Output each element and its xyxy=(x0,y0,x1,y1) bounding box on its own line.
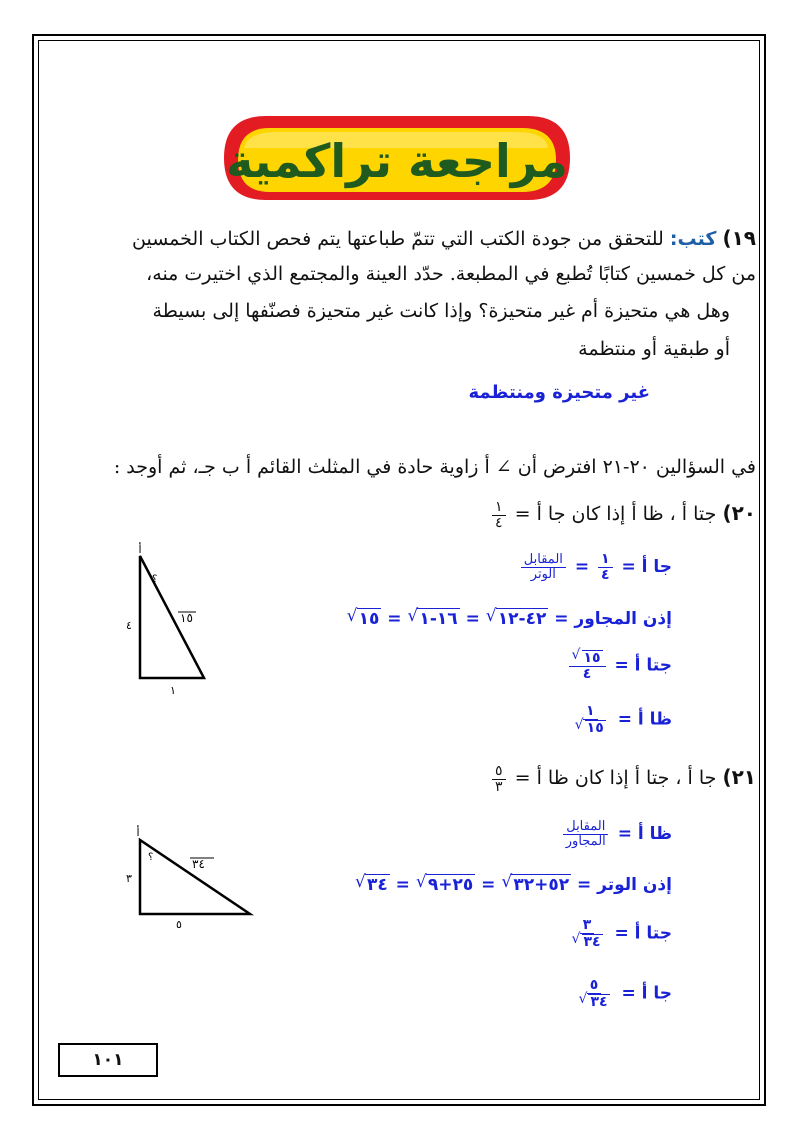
q20-tan-den: ١٥ √ xyxy=(585,720,606,736)
q20-cos-den: ٤ xyxy=(582,665,592,682)
q21-hyp-line xyxy=(355,874,672,895)
q21-sin-fraction xyxy=(575,978,612,1009)
q20-sin-eq: = xyxy=(574,557,590,578)
q20-triangle-vertex: أ xyxy=(138,543,142,556)
q21-triangle-base: ٥ xyxy=(176,918,182,931)
q20-line xyxy=(489,500,756,530)
q21-hyp-expr1: ٥٢+٣٢ √ xyxy=(511,874,571,895)
q20-ratio-den: الوتر xyxy=(530,566,556,582)
q21-cos-line xyxy=(566,918,673,949)
q21-sin-num: ٥ xyxy=(587,978,602,994)
q20-cos-line xyxy=(566,650,673,681)
q19-keyword: كتب: xyxy=(669,228,717,250)
q20-tan-label: ظا أ = xyxy=(617,709,672,730)
q20-triangle-vertical: ٤ xyxy=(126,619,132,632)
q20-adjacent-expr3: ١٥ √ xyxy=(357,608,382,629)
q21-triangle-diagram xyxy=(110,822,270,932)
q20-triangle-hyp: ١٥ xyxy=(180,611,193,625)
q21-cos-num: ٣ xyxy=(580,918,595,934)
q20-ratio-num: المقابل xyxy=(521,553,566,568)
q21-number: ٢١) xyxy=(722,765,756,790)
q20-triangle-diagram xyxy=(100,540,250,700)
q20-cos-num: ١٥ √ xyxy=(582,650,603,666)
q19-text-line4: أو طبقية أو منتظمة xyxy=(578,338,730,360)
q19-line1 xyxy=(132,226,756,250)
q21-sin-den: ٣٤ √ xyxy=(588,994,609,1010)
q21-tan-ratio xyxy=(563,820,609,848)
q21-eq-1: = xyxy=(481,875,496,895)
q20-prompt: جتا أ ، ظا أ إذا كان جا أ = xyxy=(514,503,717,526)
q21-cos-den: ٣٤ √ xyxy=(582,934,603,950)
banner-title: مراجعة تراكمية xyxy=(226,134,568,188)
q20-number: ٢٠) xyxy=(722,501,756,526)
q21-ratio-num: المقابل xyxy=(563,820,608,835)
q21-triangle-shape xyxy=(140,840,250,914)
q20-cos-fraction xyxy=(569,650,606,681)
q20-sin-label: جا أ = xyxy=(621,557,672,578)
intro-text: في السؤالين ٢٠-٢١ افترض أن ∠ أ زاوية حادة في المثلث القائم أ ب جـ، ثم أوجد : xyxy=(113,456,756,478)
q20-eq-1: = xyxy=(465,609,480,629)
q19-text-line2: من كل خمسين كتابًا تُطبع في المطبعة. حدّد العينة والمجتمع الذي اختيرت منه، xyxy=(146,263,756,285)
q20-tan-num: ١ xyxy=(583,704,598,720)
q21-hyp-label: إذن الوتر = xyxy=(577,875,672,895)
q21-triangle-hyp: ٣٤ xyxy=(192,857,205,871)
q21-line xyxy=(489,764,756,794)
q20-sin-num: ١ xyxy=(598,552,613,568)
q20-adjacent-expr2: ١٦-١ √ xyxy=(417,608,459,629)
q20-given-den: ٤ xyxy=(495,514,503,531)
q21-given-den: ٣ xyxy=(495,778,503,795)
q20-eq-2: = xyxy=(387,609,402,629)
q21-eq-2: = xyxy=(395,875,410,895)
q20-sin-den: ٤ xyxy=(600,566,610,583)
q19-text-line1: للتحقق من جودة الكتب التي تتمّ طباعتها يتم فحص الكتاب الخمسين xyxy=(132,228,664,250)
q21-triangle-angle: ؟ xyxy=(148,852,154,863)
q21-prompt: جا أ ، جتا أ إذا كان ظا أ = xyxy=(514,767,717,790)
q19-number: ١٩) xyxy=(722,226,756,250)
q20-triangle-base: ١ xyxy=(170,684,176,697)
q20-adjacent-expr1: ٤٢-١٢ √ xyxy=(496,608,549,629)
q21-hyp-expr3: ٣٤ √ xyxy=(365,874,390,895)
q20-cos-label: جتا أ = xyxy=(614,655,672,676)
q20-tan-fraction xyxy=(572,704,609,735)
q21-cos-fraction xyxy=(569,918,606,949)
q21-cos-label: جتا أ = xyxy=(614,923,672,944)
q20-adjacent-label: إذن المجاور = xyxy=(554,609,672,629)
q20-given-fraction xyxy=(492,500,506,530)
page-number-box xyxy=(58,1043,158,1077)
q21-tan-line xyxy=(560,820,672,848)
q21-hyp-expr2: ٢٥+٩ √ xyxy=(426,874,475,895)
q20-given-num: ١ xyxy=(492,500,506,516)
q20-triangle-shape xyxy=(140,556,204,678)
page-number: ١٠١ xyxy=(92,1050,124,1070)
q20-tan-line xyxy=(569,704,672,735)
q21-sin-label: جا أ = xyxy=(621,983,672,1004)
q21-given-num: ٥ xyxy=(492,764,506,780)
q20-triangle-angle: ؟ xyxy=(152,574,158,585)
q21-given-fraction xyxy=(492,764,506,794)
q21-triangle-vertex: أ xyxy=(136,826,140,839)
section-banner xyxy=(216,108,578,208)
q19-answer: غير متحيزة ومنتظمة xyxy=(468,382,650,403)
q20-sin-ratio xyxy=(521,553,566,581)
q21-sin-line xyxy=(572,978,672,1009)
q21-ratio-den: المجاور xyxy=(565,833,606,849)
q20-adjacent-line xyxy=(347,608,672,629)
q20-sin-line xyxy=(518,552,672,582)
q21-tan-label: ظا أ = xyxy=(617,824,672,845)
q21-triangle-vertical: ٣ xyxy=(126,872,132,885)
q19-text-line3: وهل هي متحيزة أم غير متحيزة؟ وإذا كانت غير متحيزة فصنّفها إلى بسيطة xyxy=(152,300,730,322)
q20-sin-fraction xyxy=(598,552,613,582)
